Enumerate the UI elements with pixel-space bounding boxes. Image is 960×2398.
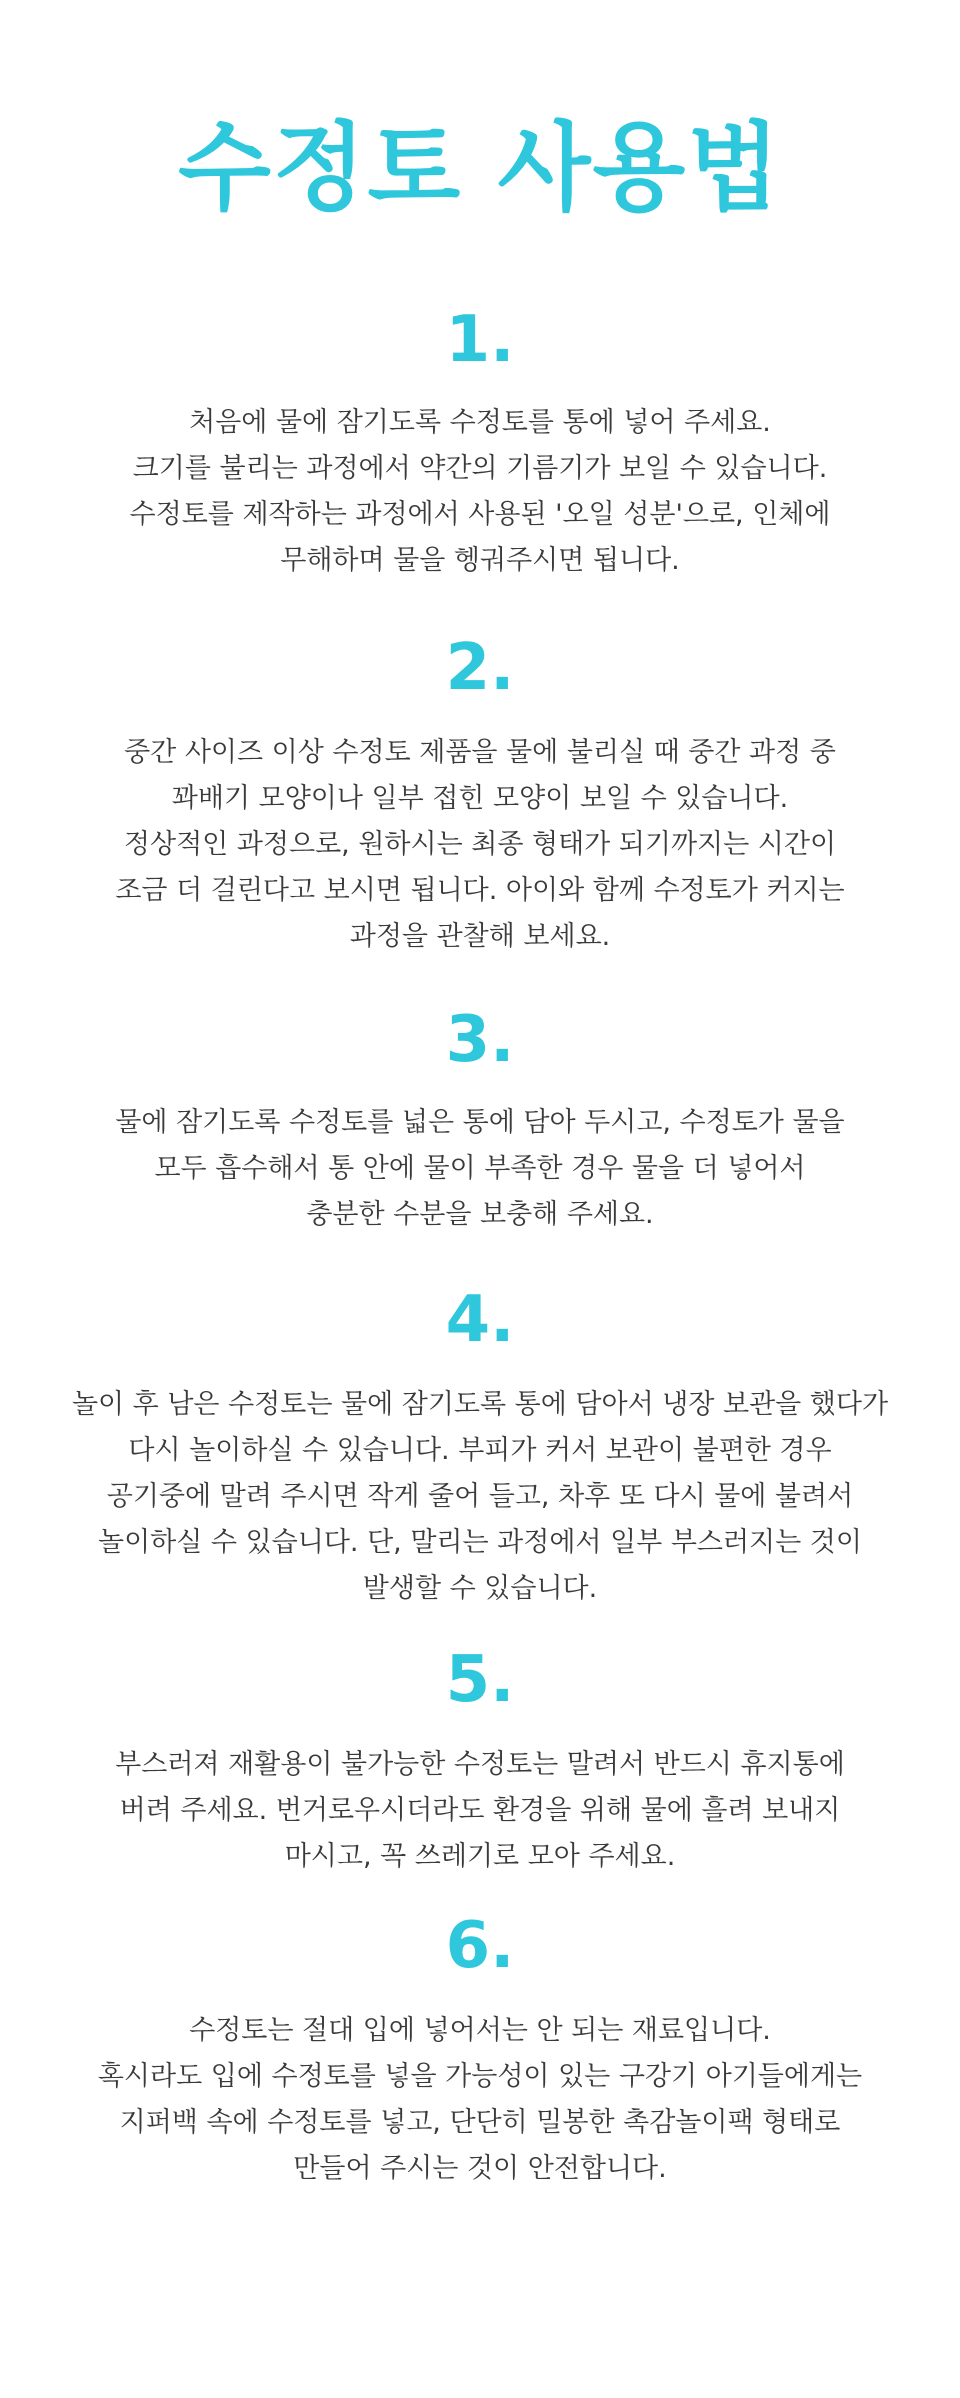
step-4 (0, 1280, 960, 1612)
step-line: 발생할 수 있습니다. (362, 1573, 598, 1604)
step-number: 6. (445, 1909, 515, 1983)
step-line: 정상적인 과정으로, 원하시는 최종 형태가 되기까지는 시간이 (123, 829, 837, 860)
step-3 (0, 1000, 960, 1238)
step-line: 공기중에 말려 주시면 작게 줄어 들고, 차후 또 다시 물에 불려서 (106, 1481, 854, 1512)
step-line: 부스러져 재활용이 불가능한 수정토는 말려서 반드시 휴지통에 (115, 1749, 845, 1780)
step-number: 3. (445, 1003, 515, 1077)
step-6 (0, 1906, 960, 2192)
step-line: 중간 사이즈 이상 수정토 제품을 물에 불리실 때 중간 과정 중 (124, 737, 836, 768)
step-line: 혹시라도 입에 수정토를 넣을 가능성이 있는 구강기 아기들에게는 (97, 2061, 863, 2092)
step-line: 다시 놀이하실 수 있습니다. 부피가 커서 보관이 불편한 경우 (128, 1435, 832, 1466)
step-number: 2. (445, 631, 515, 705)
step-line: 수정토를 제작하는 과정에서 사용된 '오일 성분'으로, 인체에 (129, 499, 831, 530)
step-line: 놀이하실 수 있습니다. 단, 말리는 과정에서 일부 부스러지는 것이 (98, 1527, 862, 1558)
step-line: 버려 주세요. 번거로우시더라도 환경을 위해 물에 흘려 보내지 (119, 1795, 841, 1826)
step-line: 지퍼백 속에 수정토를 넣고, 단단히 밀봉한 촉감놀이팩 형태로 (119, 2107, 841, 2138)
step-number: 5. (445, 1643, 515, 1717)
step-description (0, 400, 960, 584)
page-title: 수정토 사용법 (178, 112, 782, 224)
step-description (0, 2008, 960, 2192)
step-line: 크기를 불리는 과정에서 약간의 기름기가 보일 수 있습니다. (132, 453, 828, 484)
step-line: 충분한 수분을 보충해 주세요. (306, 1199, 654, 1230)
step-line: 모두 흡수해서 통 안에 물이 부족한 경우 물을 더 넣어서 (154, 1153, 806, 1184)
step-line: 수정토는 절대 입에 넣어서는 안 되는 재료입니다. (189, 2015, 771, 2046)
step-line: 꽈배기 모양이나 일부 접힌 모양이 보일 수 있습니다. (171, 783, 789, 814)
step-5 (0, 1640, 960, 1880)
step-number: 1. (445, 303, 515, 377)
step-line: 과정을 관찰해 보세요. (349, 921, 611, 952)
step-line: 조금 더 걸린다고 보시면 됩니다. 아이와 함께 수정토가 커지는 (115, 875, 845, 906)
step-description (0, 1382, 960, 1612)
step-description (0, 730, 960, 960)
step-2 (0, 628, 960, 960)
step-description (0, 1100, 960, 1238)
step-line: 처음에 물에 잠기도록 수정토를 통에 넣어 주세요. (189, 407, 771, 438)
step-description (0, 1742, 960, 1880)
step-line: 만들어 주시는 것이 안전합니다. (293, 2153, 667, 2184)
step-line: 물에 잠기도록 수정토를 넓은 통에 담아 두시고, 수정토가 물을 (115, 1107, 845, 1138)
step-1 (0, 300, 960, 584)
step-line: 놀이 후 남은 수정토는 물에 잠기도록 통에 담아서 냉장 보관을 했다가 (71, 1389, 889, 1420)
step-line: 무해하며 물을 헹궈주시면 됩니다. (280, 545, 680, 576)
step-line: 마시고, 꼭 쓰레기로 모아 주세요. (284, 1841, 676, 1872)
step-number: 4. (445, 1283, 515, 1357)
